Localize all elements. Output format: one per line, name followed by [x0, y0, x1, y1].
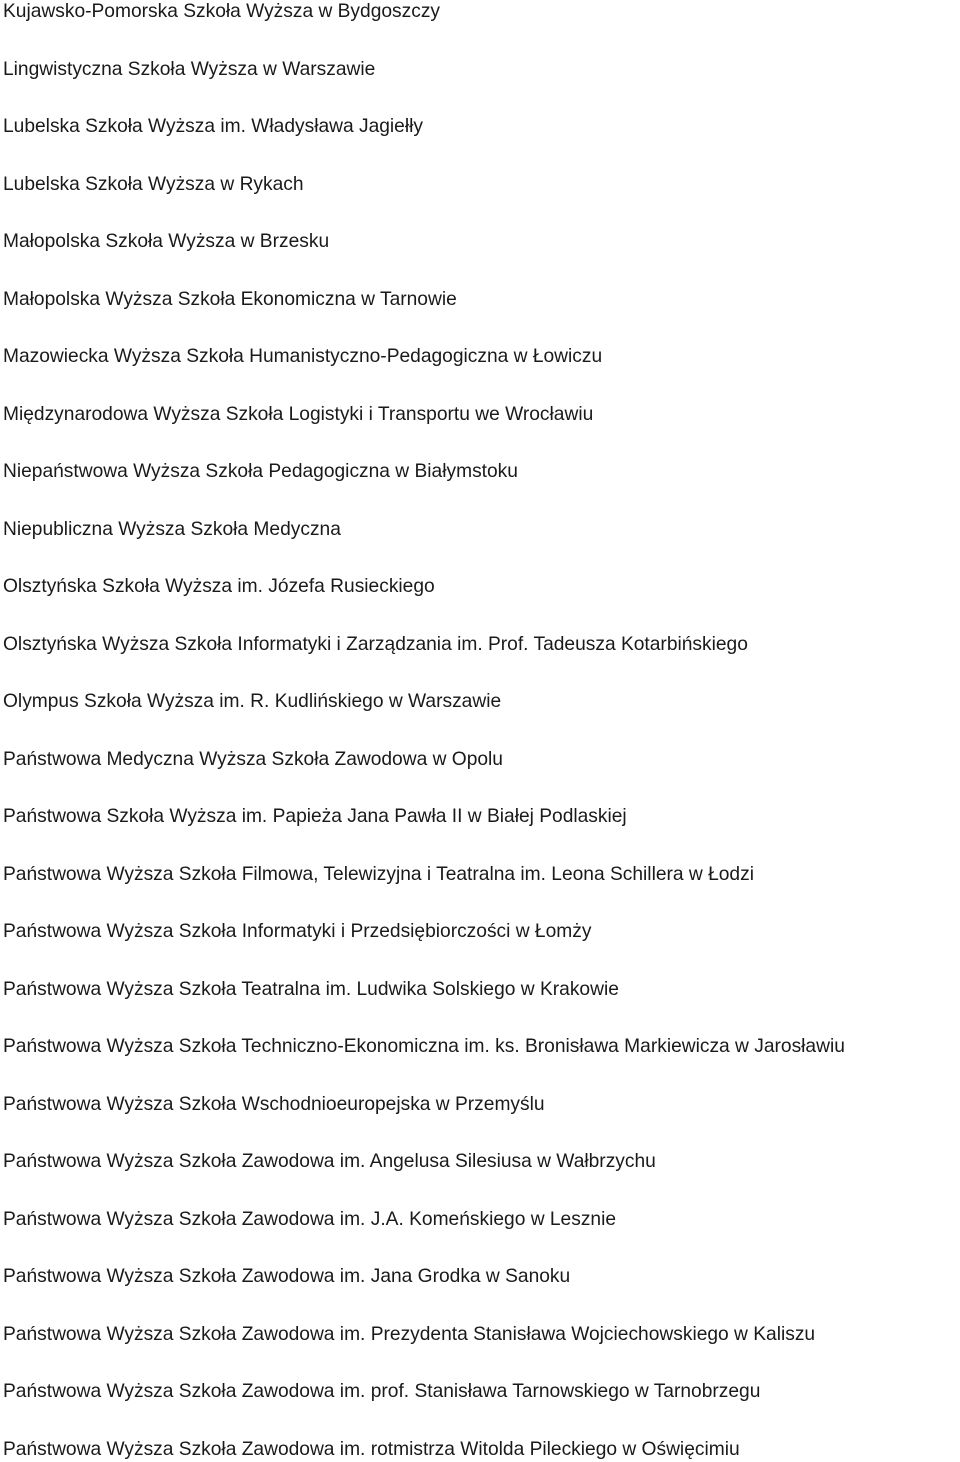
list-item: Państwowa Wyższa Szkoła Filmowa, Telewizyjna i Teatralna im. Leona Schillera w Łodzi [3, 863, 754, 885]
list-item: Państwowa Wyższa Szkoła Informatyki i Przedsiębiorczości w Łomży [3, 921, 592, 942]
list-item: Niepaństwowa Wyższa Szkoła Pedagogiczna w Białymstoku [3, 461, 518, 482]
list-item: Olympus Szkoła Wyższa im. R. Kudlińskiego w Warszawie [3, 691, 502, 712]
list-item: Małopolska Szkoła Wyższa w Brzesku [3, 231, 330, 252]
list-item: Państwowa Wyższa Szkoła Zawodowa im. Jana Grodka w Sanoku [3, 1266, 571, 1287]
list-item: Małopolska Wyższa Szkoła Ekonomiczna w Tarnowie [3, 288, 457, 310]
list-item: Olsztyńska Szkoła Wyższa im. Józefa Rusieckiego [3, 576, 435, 597]
list-item: Państwowa Wyższa Szkoła Zawodowa im. J.A. Komeńskiego w Lesznie [3, 1208, 617, 1230]
list-item: Lubelska Szkoła Wyższa w Rykach [3, 173, 304, 195]
list-item: Państwowa Wyższa Szkoła Teatralna im. Ludwika Solskiego w Krakowie [3, 978, 619, 1000]
list-item: Mazowiecka Wyższa Szkoła Humanistyczno-Pedagogiczna w Łowiczu [3, 346, 603, 367]
list-item: Państwowa Wyższa Szkoła Zawodowa im. rotmistrza Witolda Pileckiego w Oświęcimiu [3, 1438, 740, 1460]
list-item: Państwowa Wyższa Szkoła Zawodowa im. prof. Stanisława Tarnowskiego w Tarnobrzegu [3, 1381, 761, 1402]
list-item: Lubelska Szkoła Wyższa im. Władysława Jagiełły [3, 116, 423, 137]
list-item: Państwowa Wyższa Szkoła Wschodnioeuropejska w Przemyślu [3, 1093, 545, 1115]
list-item: Państwowa Wyższa Szkoła Zawodowa im. Angelusa Silesiusa w Wałbrzychu [3, 1151, 656, 1172]
list-item: Lingwistyczna Szkoła Wyższa w Warszawie [3, 58, 376, 80]
list-item: Państwowa Medyczna Wyższa Szkoła Zawodowa w Opolu [3, 748, 503, 770]
list-item: Państwowa Wyższa Szkoła Techniczno-Ekonomiczna im. ks. Bronisława Markiewicza w Jarosławiu [3, 1036, 845, 1057]
list-item: Międzynarodowa Wyższa Szkoła Logistyki i Transportu we Wrocławiu [3, 403, 594, 425]
list-item: Olsztyńska Wyższa Szkoła Informatyki i Zarządzania im. Prof. Tadeusza Kotarbińskiego [3, 633, 748, 655]
list-item: Kujawsko-Pomorska Szkoła Wyższa w Bydgoszczy [3, 1, 441, 22]
list-item: Państwowa Szkoła Wyższa im. Papieża Jana Pawła II w Białej Podlaskiej [3, 806, 627, 827]
list-item: Niepubliczna Wyższa Szkoła Medyczna [3, 518, 341, 540]
list-item: Państwowa Wyższa Szkoła Zawodowa im. Prezydenta Stanisława Wojciechowskiego w Kaliszu [3, 1323, 816, 1345]
